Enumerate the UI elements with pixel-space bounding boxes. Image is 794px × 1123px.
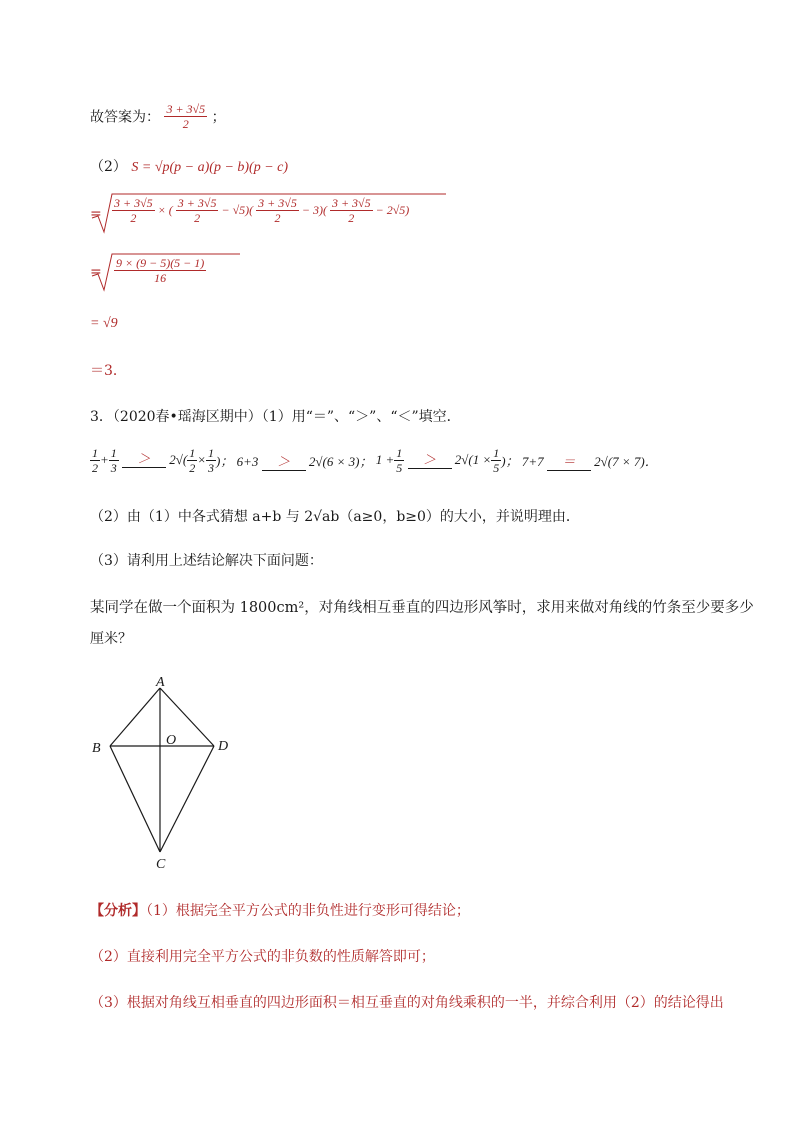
comparison-4: 7+7 ＝ 2√(7 × 7)．	[521, 453, 658, 469]
analysis-line-1	[90, 900, 470, 920]
label-o: O	[166, 733, 177, 748]
step2-equals: =	[90, 264, 102, 280]
edge-dc	[160, 746, 214, 852]
blank-3: ＞	[408, 452, 452, 469]
label-c: C	[156, 857, 166, 872]
answer-fraction	[164, 102, 207, 131]
answer-denominator: 2	[182, 117, 189, 131]
question-3-title: 3．（2020春•瑶海区期中）（1）用“＝”、“＞”、“＜”填空．	[90, 409, 461, 425]
label-a: A	[156, 675, 165, 690]
answer-line	[90, 102, 226, 131]
problem-line-1: 某同学在做一个面积为 1800cm²，对角线相互垂直的四边形风筝时，求用来做对角线的竹条至少要多少	[90, 600, 754, 616]
blank-2: ＞	[262, 454, 306, 471]
comparison-3: 1 + $\frac{1}{5}$ ＞ 2√(1 × $\frac{1}{5}$ )；	[375, 446, 519, 475]
analysis-line-3: （3）根据对角线互相垂直的四边形面积＝相互垂直的对角线乘积的一半，并综合利用（2）的结论得出	[90, 995, 724, 1011]
part2-line	[90, 156, 288, 176]
step2-fraction	[114, 256, 206, 285]
analysis-line-2: （2）直接利用完全平方公式的非负数的性质解答即可；	[90, 949, 435, 965]
comparison-line	[90, 446, 658, 475]
step2-numerator: 9 × (9 − 5)(5 − 1)	[116, 256, 205, 270]
comparison-2: 6+3 ＞ 2√(6 × 3)；	[236, 453, 373, 469]
step1-equals: =	[90, 206, 102, 222]
analysis-tag: 【分析】	[90, 903, 146, 919]
step1-render: $\frac{3 + 3√5}{2}$ × ( $\frac{3 + 3√5}{2}$ − √5)( $\frac{3 + 3√5}{2}$ − 3)( $\frac{3 + 3√5}{2}$ − 2√5)	[114, 196, 410, 225]
calc-step-1	[90, 192, 450, 236]
calc-step-2	[90, 252, 250, 292]
calc-step-4: ＝3．	[90, 363, 127, 379]
analysis-text-1: （1）根据完全平方公式的非负性进行变形可得结论；	[146, 903, 470, 919]
answer-end: ；	[211, 109, 226, 126]
question-3-part-3: （3）请利用上述结论解决下面问题：	[90, 553, 323, 569]
edge-ab	[110, 688, 160, 746]
label-d: D	[218, 739, 229, 754]
blank-1: ＞	[122, 451, 166, 468]
edge-bc	[110, 746, 160, 852]
calc-step-3: = √9	[90, 316, 118, 331]
kite-figure	[88, 672, 248, 872]
step2-denominator: 16	[154, 271, 167, 285]
comparison-1: $\frac{1}{2}$ + $\frac{1}{3}$ ＞ 2√( $\frac{1}{2}$ × $\frac{1}{3}$ )；	[92, 446, 234, 475]
label-b: B	[92, 741, 101, 756]
blank-4: ＝	[547, 454, 591, 471]
problem-line-2: 厘米？	[90, 631, 132, 647]
part2-label: （2）	[90, 159, 127, 175]
heron-formula: S = √p(p − a)(p − b)(p − c)	[131, 160, 289, 175]
question-3-part-2: （2）由（1）中各式猜想 a+b 与 2√ab（a≥0，b≥0）的大小，并说明理由．	[90, 509, 580, 525]
answer-numerator: 3 + 3√5	[166, 102, 206, 116]
answer-prefix: 故答案为：	[90, 109, 160, 126]
